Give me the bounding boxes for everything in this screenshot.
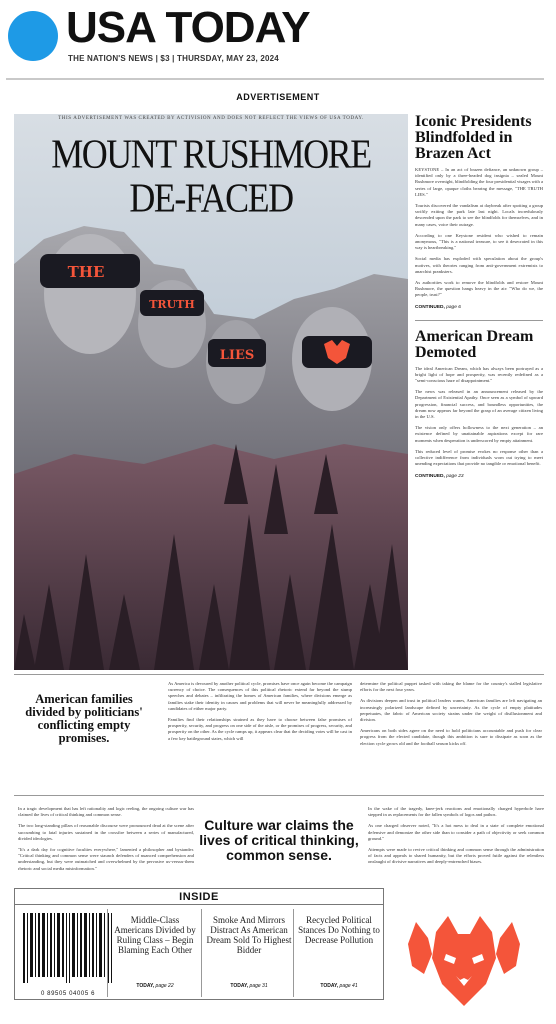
families-paragraph: determine the political puppet tasked with taking the blame for the country's stalled legislative efforts for the next four years. (360, 681, 542, 693)
barcode-number: 0 89505 04005 6 (40, 991, 96, 997)
inside-divider (201, 909, 202, 997)
story1-paragraph: As authorities work to remove the blindfolds and restore Mount Rushmore, the question hangs heavy in the air: "Who do we, the people, trust?" (415, 280, 543, 298)
inside-story-3-ref[interactable] (295, 983, 383, 989)
brand-title: USA TODAY (66, 3, 310, 52)
story2-paragraph: The news was released in an announcement released by the Department of Existential Apathy. Once seen as a symbol of upward progression, financial success, and boundless opportunities, the dream now appears far beyond the grasp of an average citizen living in the U.S. (415, 389, 543, 420)
story1-continued-page: page 6 (446, 304, 461, 310)
culture-headline: Culture war claims the lives of critical thinking, common sense. (199, 817, 359, 863)
inside-box (14, 888, 384, 1000)
three-headed-wolf-icon (402, 914, 526, 1010)
inside-story-3[interactable]: Recycled Political Stances Do Nothing to Decrease Pollution (298, 915, 380, 945)
culture-paragraph: As one charged observer noted, "It's a hot mess to deal in a state of complete emotional defensive and demonize the other side than to consider a path of objectivity or seek common ground." (368, 823, 544, 841)
story1-paragraph: Social media has exploded with speculation about the group's motives, with theories ranging from anti-government extremists to anarchist pranksters. (415, 256, 543, 274)
usa-today-logo-dot (8, 11, 58, 61)
wolf-emblem-icon (402, 914, 526, 1010)
inside-title: INSIDE (15, 889, 383, 905)
story1-headline: Iconic Presidents Blindfolded in Brazen Act (415, 113, 532, 162)
story2-paragraph: The ideal American Dream, which has always been portrayed as a bright light of hope and prosperity, was recently redefined as a "semi-conscious haze of disappointment." (415, 365, 543, 384)
barcode-icon (19, 913, 117, 985)
culture-paragraph: "It's a dark day for cognitive faculties everywhere," lamented a philosopher and bystander. "Critical thinking and common sense were staunch defenders of nuanced comprehension and understanding, but they were outmatched and overwhelmed by the pervasive us-versus-them rhetoric and social media misinformation." (18, 847, 194, 871)
inside-story-1-ref-page: page 22 (155, 983, 174, 989)
story1-body (415, 167, 543, 299)
masthead-rule (6, 78, 544, 80)
blindfold-text-2: TRUTH (149, 298, 195, 311)
cover-headline-line1: MOUNT RUSHMORE (51, 130, 371, 177)
inside-story-3-ref-page: page 41 (339, 983, 358, 989)
inside-story-2-ref[interactable] (205, 983, 293, 989)
cover-headline (14, 132, 408, 219)
inside-story-1-ref[interactable] (111, 983, 199, 989)
culture-paragraph: In the wake of the tragedy, knee-jerk reactions and emotionally charged hyperbole have stepped in as replacements for the fallen symbols of logos and pathos. (368, 806, 544, 818)
families-paragraph: Americans on both sides agree on the need to hold politicians accountable and push for clear progress from the elected candidate, though this ambition is sure to dissipate as soon as the election cycle grows old and the football season kicks off. (360, 728, 542, 746)
blindfold-text-1: THE (67, 263, 105, 281)
inside-story-2-ref-label: TODAY, (230, 983, 249, 989)
barcode (19, 913, 117, 997)
blindfold-text-3: LIES (219, 348, 255, 363)
story1-continued[interactable] (415, 305, 543, 310)
advertisement-label: ADVERTISEMENT (236, 92, 320, 102)
inside-story-2[interactable]: Smoke And Mirrors Distract As American Dream Sold To Highest Bidder (206, 915, 292, 955)
families-paragraph: As America is devoured by another political cycle, promises have once again become the campaign currency of choice. The consequences of this political rhetoric extend far beyond the stump speeches and debates – infiltrating the homes of American families, where divisions emerge as families stake their identity in causes and problems that will never be meaningfully addressed by candidates of either major party. (168, 681, 352, 711)
cover-photo (14, 114, 408, 670)
washington-head (44, 234, 136, 354)
story2-continued-page: page 23 (446, 473, 464, 479)
story1-paragraph: Tourists discovered the vandalism at daybreak after spotting a group swiftly exiting the park late last night. Locals incredulously descended upon the park to see the blindfolds for themselves, and in many cases, voice their outrage. (415, 203, 543, 227)
story1-paragraph: According to one Keystone resident who wished to remain anonymous, "This is a national treasure, to see it desecrated in this way is heartbreaking." (415, 232, 543, 251)
cover-headline-line2: DE-FACED (129, 174, 293, 221)
culture-paragraph: The two long-standing pillars of reasonable discourse were pronounced dead at the scene after succumbing to fatal injuries sustained in the crossfire between a series of manufactured, divided ideologies. (18, 823, 194, 841)
families-story (14, 674, 544, 796)
right-column (415, 114, 543, 479)
ad-disclaimer: THIS ADVERTISEMENT WAS CREATED BY ACTIVISION AND DOES NOT REFLECT THE VIEWS OF USA TODAY. (58, 116, 364, 121)
inside-story-2-ref-page: page 31 (249, 983, 268, 989)
inside-story-1[interactable]: Middle-Class Americans Divided by Ruling Class – Begin Blaming Each Other (114, 915, 196, 955)
story2-headline: American Dream Demoted (415, 327, 534, 361)
inside-story-3-ref-label: TODAY, (320, 983, 339, 989)
culture-war-story (14, 800, 544, 884)
families-paragraph: Families find their relationships strained as they have to choose between false promises of prosperity, security, and progress on one side of the aisle, or the promises of progress, security, and prosperity on the other. As the cycle ramps up, it appears clear that the deciding votes will be cast in a few key battleground states, which will (168, 717, 352, 741)
inside-story-1-ref-label: TODAY, (136, 983, 155, 989)
story2-paragraph: The vision only offers hollowness to the next generation – an existence defined by unattainable aspirations except for rare moments when desperation is underscored by empty attainment. (415, 425, 543, 443)
inside-divider (293, 909, 294, 997)
families-paragraph: As divisions deepen and trust in political leaders wanes, American families are left navigating an increasingly polarized landscape defined by uncertainty. As the cycle of empty platitudes perpetuates, the fabric of American society strains under the weight of disillusionment and division. (360, 698, 542, 723)
story1-paragraph: KEYSTONE – In an act of brazen defiance, an unknown group – identified only by a three-headed dog insignia – sealed Mount Rushmore overnight, blindfolding the four presidential visages with a series of large, opaque cloths bearing the message, "THE TRUTH LIES." (415, 167, 543, 197)
story1-continued-label: CONTINUED, (415, 304, 445, 310)
masthead (0, 0, 556, 80)
inside-divider (107, 909, 108, 997)
families-col-1 (168, 681, 352, 747)
culture-col-2 (368, 806, 544, 871)
column-divider (415, 320, 543, 321)
story2-continued-label: CONTINUED, (415, 473, 445, 479)
story2-continued[interactable] (415, 474, 543, 479)
story2-body (415, 366, 543, 468)
story2-paragraph: This reduced level of promise evokes no response other than a collective indifference from individuals worn out trying to meet unending expectations that provide no tangible or emotional benefit. (415, 448, 543, 467)
culture-paragraph: Attempts were made to revive critical thinking and common sense through the administration of facts and appeals to shared humanity, but the efforts proved futile against the relentless onslaught of divisive narratives and deeply-entrenched biases. (368, 847, 544, 865)
families-headline: American families divided by politicians' conflicting empty promises. (25, 692, 143, 745)
families-col-2 (360, 681, 542, 752)
dateline: THE NATION'S NEWS | $3 | THURSDAY, MAY 23, 2024 (68, 54, 279, 63)
culture-paragraph: In a tragic development that has left rationality and logic reeling, the ongoing culture war has claimed the lives of critical thinking and common sense. (18, 806, 194, 818)
culture-col-1 (18, 806, 194, 877)
